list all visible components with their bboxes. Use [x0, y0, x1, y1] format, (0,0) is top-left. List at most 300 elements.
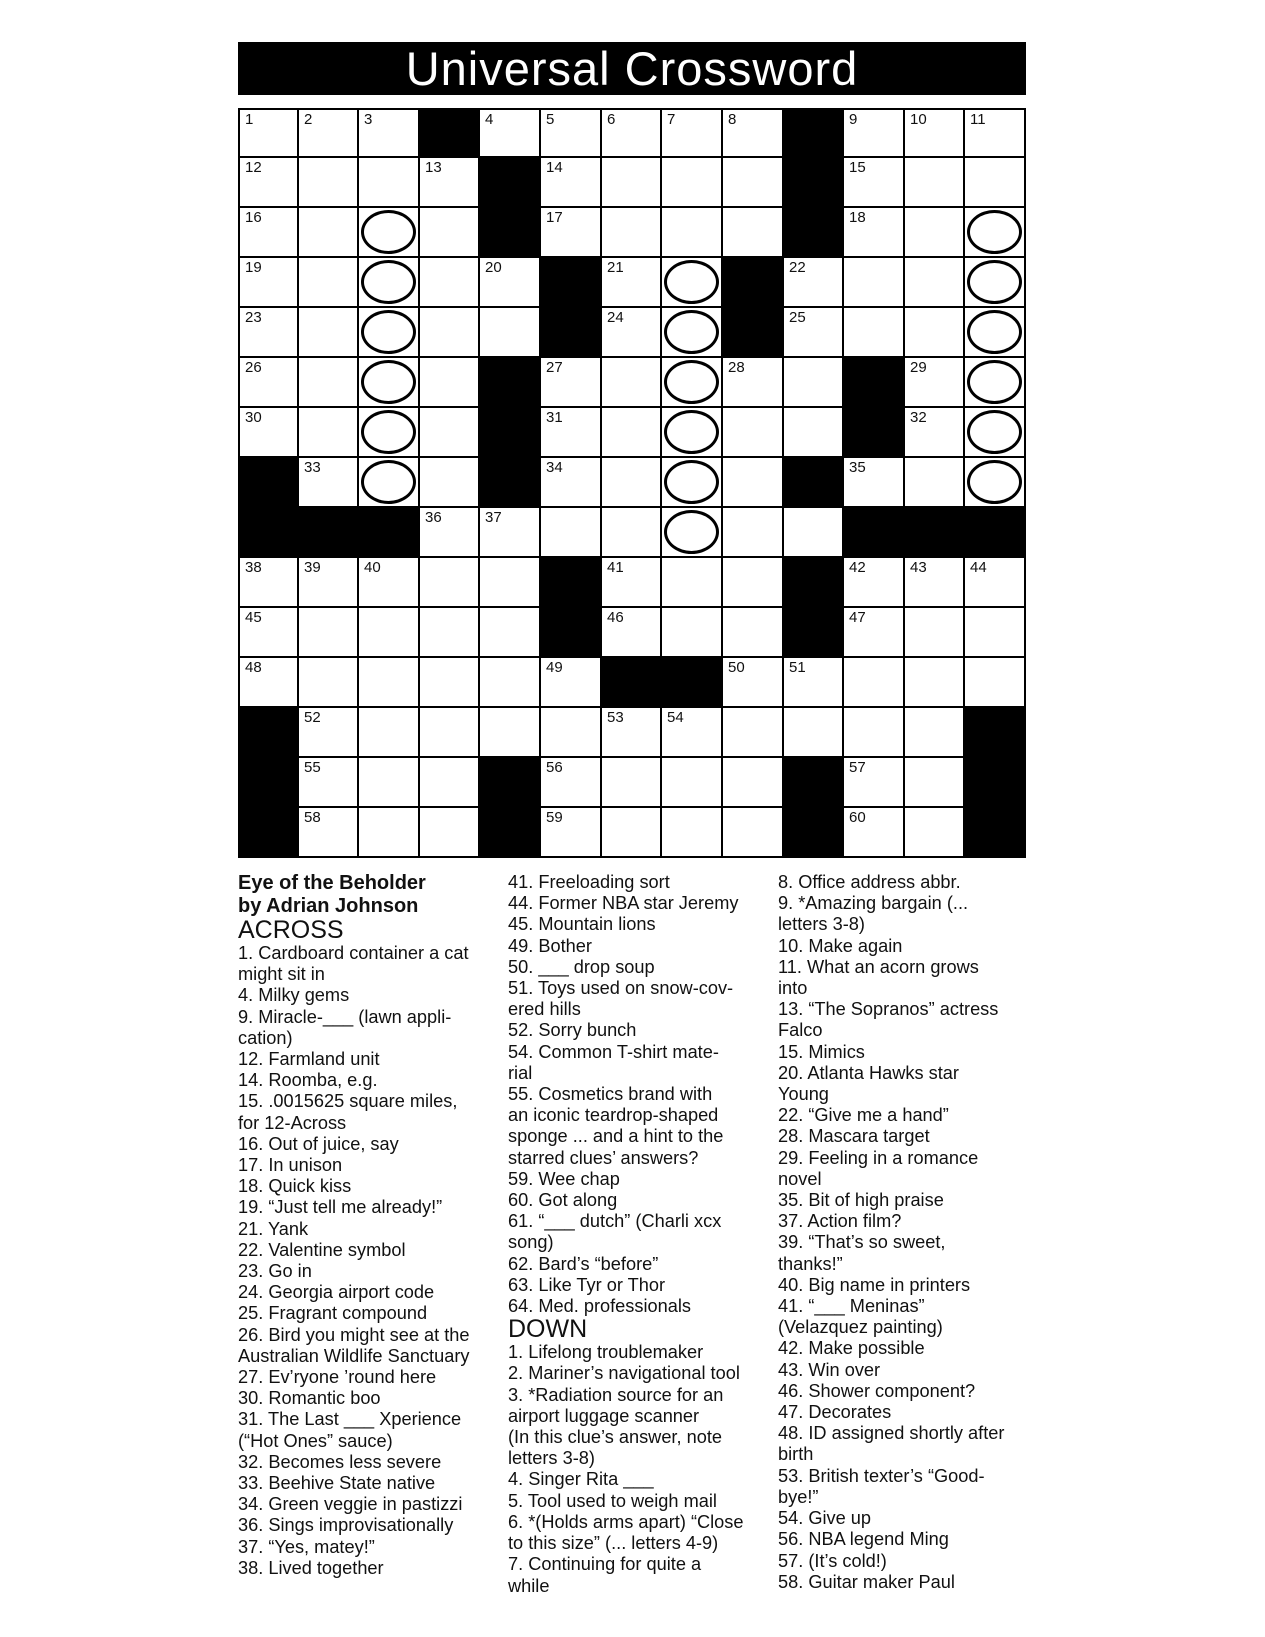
grid-block — [238, 808, 299, 858]
grid-cell[interactable] — [541, 658, 602, 708]
grid-cell[interactable] — [299, 258, 359, 308]
grid-cell[interactable] — [299, 358, 359, 408]
grid-cell[interactable] — [844, 558, 905, 608]
grid-cell[interactable] — [844, 808, 905, 858]
grid-cell[interactable] — [359, 308, 420, 358]
grid-cell[interactable] — [299, 808, 359, 858]
grid-block — [723, 258, 784, 308]
clue-line: thanks!” — [778, 1253, 843, 1274]
grid-cell[interactable] — [905, 558, 965, 608]
grid-cell[interactable] — [723, 708, 784, 758]
grid-cell[interactable] — [602, 558, 662, 608]
grid-cell[interactable] — [965, 558, 1026, 608]
grid-cell[interactable] — [420, 458, 480, 508]
clue-line: 54. Give up — [778, 1508, 872, 1529]
clue-column-1 — [238, 872, 490, 1579]
grid-cell[interactable] — [359, 558, 420, 608]
grid-cell[interactable] — [602, 408, 662, 458]
grid-block — [238, 758, 299, 808]
clue-line: 31. The Last ___ Xperience — [238, 1409, 462, 1430]
grid-block — [420, 108, 480, 158]
clue-line: 63. Like Tyr or Thor — [508, 1274, 666, 1295]
circle-marker — [664, 360, 719, 404]
clue-line: 15. Mimics — [778, 1041, 865, 1062]
byline: by Adrian Johnson — [238, 895, 419, 917]
cell-number: 8 — [728, 111, 737, 128]
cell-number: 35 — [849, 459, 866, 476]
grid-cell[interactable] — [905, 208, 965, 258]
grid-cell[interactable] — [299, 658, 359, 708]
grid-cell[interactable] — [480, 108, 541, 158]
clue-line: an iconic teardrop-shaped — [508, 1105, 719, 1126]
grid-block — [965, 708, 1026, 758]
grid-cell[interactable] — [662, 258, 723, 308]
grid-cell[interactable] — [965, 308, 1026, 358]
grid-cell[interactable] — [844, 208, 905, 258]
grid-cell[interactable] — [844, 258, 905, 308]
cell-number: 5 — [546, 111, 555, 128]
cell-number: 12 — [245, 159, 262, 176]
cell-number: 40 — [364, 559, 381, 576]
grid-cell[interactable] — [420, 808, 480, 858]
clue-line: 39. “That’s so sweet, — [778, 1232, 946, 1253]
grid-cell[interactable] — [844, 158, 905, 208]
grid-cell[interactable] — [905, 608, 965, 658]
clue-line: 15. .0015625 square miles, — [238, 1091, 458, 1112]
grid-cell[interactable] — [299, 458, 359, 508]
grid-cell[interactable] — [299, 558, 359, 608]
clue-line: 9. Miracle-___ (lawn appli- — [238, 1006, 452, 1027]
grid-cell[interactable] — [965, 108, 1026, 158]
grid-cell[interactable] — [541, 808, 602, 858]
cell-number: 45 — [245, 609, 262, 626]
cell-number: 51 — [789, 659, 806, 676]
grid-cell[interactable] — [480, 508, 541, 558]
grid-cell[interactable] — [359, 808, 420, 858]
cell-number: 60 — [849, 809, 866, 826]
grid-cell[interactable] — [420, 758, 480, 808]
grid-cell[interactable] — [541, 208, 602, 258]
circle-marker — [664, 410, 719, 454]
grid-cell[interactable] — [299, 108, 359, 158]
grid-cell[interactable] — [844, 758, 905, 808]
grid-cell[interactable] — [723, 108, 784, 158]
clue-line: 32. Becomes less severe — [238, 1451, 442, 1472]
grid-cell[interactable] — [662, 358, 723, 408]
clue-line: letters 3-8) — [778, 914, 865, 935]
cell-number: 28 — [728, 359, 745, 376]
grid-cell[interactable] — [359, 608, 420, 658]
clue-line: 37. Action film? — [778, 1211, 902, 1232]
grid-cell[interactable] — [359, 658, 420, 708]
clue-line: 40. Big name in printers — [778, 1274, 971, 1295]
across-heading: ACROSS — [238, 916, 344, 944]
grid-block — [541, 308, 602, 358]
circle-marker — [361, 310, 416, 354]
cell-number: 44 — [970, 559, 987, 576]
crossword-grid — [238, 108, 1026, 858]
cell-number: 23 — [245, 309, 262, 326]
cell-number: 32 — [910, 409, 927, 426]
grid-cell[interactable] — [480, 258, 541, 308]
grid-cell[interactable] — [359, 258, 420, 308]
grid-cell[interactable] — [662, 708, 723, 758]
grid-cell[interactable] — [420, 608, 480, 658]
grid-cell[interactable] — [359, 158, 420, 208]
grid-cell[interactable] — [602, 108, 662, 158]
clue-line: 30. Romantic boo — [238, 1388, 381, 1409]
grid-cell[interactable] — [299, 758, 359, 808]
grid-cell[interactable] — [723, 358, 784, 408]
grid-cell[interactable] — [602, 358, 662, 408]
clue-line: 25. Fragrant compound — [238, 1303, 428, 1324]
grid-cell[interactable] — [723, 608, 784, 658]
grid-cell[interactable] — [541, 108, 602, 158]
cell-number: 1 — [245, 111, 254, 128]
grid-cell[interactable] — [844, 708, 905, 758]
grid-block — [784, 558, 844, 608]
clue-line: 1. Lifelong troublemaker — [508, 1342, 704, 1363]
grid-cell[interactable] — [480, 658, 541, 708]
clue-line: 57. (It’s cold!) — [778, 1550, 887, 1571]
clue-line: 52. Sorry bunch — [508, 1020, 637, 1041]
grid-cell[interactable] — [299, 708, 359, 758]
grid-cell[interactable] — [723, 508, 784, 558]
grid-cell[interactable] — [723, 208, 784, 258]
grid-cell[interactable] — [238, 258, 299, 308]
grid-block — [965, 808, 1026, 858]
grid-cell[interactable] — [420, 258, 480, 308]
grid-cell[interactable] — [480, 308, 541, 358]
grid-cell[interactable] — [420, 308, 480, 358]
grid-cell[interactable] — [359, 758, 420, 808]
clue-line: ered hills — [508, 999, 581, 1020]
grid-cell[interactable] — [238, 158, 299, 208]
clue-line: sponge ... and a hint to the — [508, 1126, 724, 1147]
cell-number: 25 — [789, 309, 806, 326]
cell-number: 52 — [304, 709, 321, 726]
grid-cell[interactable] — [905, 258, 965, 308]
grid-block — [480, 158, 541, 208]
grid-cell[interactable] — [905, 308, 965, 358]
grid-cell[interactable] — [602, 308, 662, 358]
clue-line: 3. *Radiation source for an — [508, 1384, 724, 1405]
grid-cell[interactable] — [784, 508, 844, 558]
grid-cell[interactable] — [359, 208, 420, 258]
clue-line: 16. Out of juice, say — [238, 1133, 399, 1154]
cell-number: 18 — [849, 209, 866, 226]
clue-line: might sit in — [238, 964, 325, 985]
grid-cell[interactable] — [784, 408, 844, 458]
grid-cell[interactable] — [238, 208, 299, 258]
grid-cell[interactable] — [420, 708, 480, 758]
clue-line: 58. Guitar maker Paul — [778, 1571, 955, 1592]
grid-cell[interactable] — [965, 158, 1026, 208]
clue-line: 38. Lived together — [238, 1557, 384, 1578]
clue-line: cation) — [238, 1027, 293, 1048]
grid-cell[interactable] — [299, 208, 359, 258]
cell-number: 22 — [789, 259, 806, 276]
clue-line: 19. “Just tell me already!” — [238, 1197, 443, 1218]
clue-line: 12. Farmland unit — [238, 1049, 380, 1070]
clue-line: 1. Cardboard container a cat — [238, 943, 469, 963]
grid-cell[interactable] — [299, 308, 359, 358]
page-title: Universal Crossword — [238, 42, 1026, 95]
grid-cell[interactable] — [420, 208, 480, 258]
grid-cell[interactable] — [480, 608, 541, 658]
grid-cell[interactable] — [420, 408, 480, 458]
clue-line: Young — [778, 1084, 829, 1105]
circle-marker — [967, 410, 1022, 454]
grid-cell[interactable] — [359, 708, 420, 758]
grid-cell[interactable] — [965, 408, 1026, 458]
grid-cell[interactable] — [662, 208, 723, 258]
cell-number: 39 — [304, 559, 321, 576]
grid-block — [784, 208, 844, 258]
clue-line: 2. Mariner’s navigational tool — [508, 1363, 740, 1384]
grid-cell[interactable] — [541, 458, 602, 508]
grid-cell[interactable] — [238, 608, 299, 658]
grid-cell[interactable] — [723, 158, 784, 208]
clue-line: 6. *(Holds arms apart) “Close — [508, 1511, 744, 1532]
grid-block — [723, 308, 784, 358]
grid-cell[interactable] — [723, 458, 784, 508]
clue-line: letters 3-8) — [508, 1448, 595, 1469]
grid-block — [784, 108, 844, 158]
grid-cell[interactable] — [602, 258, 662, 308]
grid-cell[interactable] — [602, 508, 662, 558]
grid-cell[interactable] — [905, 408, 965, 458]
grid-cell[interactable] — [723, 558, 784, 608]
grid-cell[interactable] — [905, 708, 965, 758]
cell-number: 11 — [970, 111, 986, 128]
clue-line: (Velazquez painting) — [778, 1317, 943, 1338]
grid-cell[interactable] — [905, 758, 965, 808]
grid-cell[interactable] — [238, 358, 299, 408]
grid-cell[interactable] — [541, 408, 602, 458]
cell-number: 58 — [304, 809, 321, 826]
cell-number: 48 — [245, 659, 262, 676]
cell-number: 2 — [304, 111, 313, 128]
cell-number: 19 — [245, 259, 262, 276]
cell-number: 53 — [607, 709, 624, 726]
clue-line: 35. Bit of high praise — [778, 1190, 944, 1211]
grid-block — [238, 708, 299, 758]
grid-cell[interactable] — [723, 408, 784, 458]
grid-block — [238, 458, 299, 508]
clue-line: 53. British texter’s “Good- — [778, 1465, 985, 1486]
down-clues-part-1 — [508, 1342, 760, 1596]
grid-cell[interactable] — [602, 758, 662, 808]
clue-line: 64. Med. professionals — [508, 1296, 691, 1317]
grid-cell[interactable] — [965, 608, 1026, 658]
grid-cell[interactable] — [480, 708, 541, 758]
clue-line: 21. Yank — [238, 1218, 309, 1239]
grid-cell[interactable] — [359, 358, 420, 408]
grid-cell[interactable] — [662, 808, 723, 858]
grid-cell[interactable] — [420, 558, 480, 608]
circle-marker — [664, 510, 719, 554]
grid-cell[interactable] — [965, 358, 1026, 408]
grid-cell[interactable] — [480, 558, 541, 608]
grid-cell[interactable] — [965, 458, 1026, 508]
grid-cell[interactable] — [662, 408, 723, 458]
grid-block — [662, 658, 723, 708]
clue-line: birth — [778, 1444, 814, 1465]
grid-cell[interactable] — [662, 608, 723, 658]
grid-cell[interactable] — [420, 658, 480, 708]
cell-number: 43 — [910, 559, 927, 576]
grid-cell[interactable] — [784, 358, 844, 408]
grid-cell[interactable] — [541, 508, 602, 558]
clue-line: 4. Milky gems — [238, 985, 350, 1006]
grid-cell[interactable] — [784, 308, 844, 358]
clue-line: 7. Continuing for quite a — [508, 1554, 702, 1575]
grid-cell[interactable] — [905, 808, 965, 858]
grid-cell[interactable] — [662, 158, 723, 208]
cell-number: 4 — [485, 111, 494, 128]
circle-marker — [967, 310, 1022, 354]
cell-number: 57 — [849, 759, 866, 776]
grid-cell[interactable] — [662, 108, 723, 158]
grid-block — [844, 358, 905, 408]
clue-line: 41. Freeloading sort — [508, 872, 670, 892]
down-clues-part-2 — [778, 872, 1028, 1593]
grid-cell[interactable] — [602, 458, 662, 508]
circle-marker — [967, 460, 1022, 504]
grid-cell[interactable] — [784, 258, 844, 308]
clue-line: 10. Make again — [778, 935, 903, 956]
clue-line: 50. ___ drop soup — [508, 956, 655, 977]
grid-cell[interactable] — [844, 658, 905, 708]
grid-cell[interactable] — [359, 408, 420, 458]
grid-block — [541, 258, 602, 308]
grid-cell[interactable] — [844, 608, 905, 658]
grid-cell[interactable] — [541, 158, 602, 208]
grid-cell[interactable] — [359, 108, 420, 158]
grid-cell[interactable] — [541, 758, 602, 808]
grid-cell[interactable] — [602, 158, 662, 208]
cell-number: 26 — [245, 359, 262, 376]
grid-cell[interactable] — [541, 708, 602, 758]
grid-cell[interactable] — [602, 608, 662, 658]
across-clues-part-2 — [508, 872, 760, 1317]
clue-line: 14. Roomba, e.g. — [238, 1070, 378, 1091]
grid-block — [784, 458, 844, 508]
grid-cell[interactable] — [662, 508, 723, 558]
circle-marker — [664, 260, 719, 304]
cell-number: 54 — [667, 709, 684, 726]
grid-cell[interactable] — [784, 708, 844, 758]
grid-cell[interactable] — [238, 558, 299, 608]
cell-number: 34 — [546, 459, 563, 476]
clue-line: 48. ID assigned shortly after — [778, 1423, 1005, 1444]
clue-line: 18. Quick kiss — [238, 1176, 352, 1197]
grid-block — [784, 608, 844, 658]
grid-cell[interactable] — [420, 508, 480, 558]
grid-block — [299, 508, 359, 558]
grid-cell[interactable] — [965, 658, 1026, 708]
grid-cell[interactable] — [662, 308, 723, 358]
grid-cell[interactable] — [905, 158, 965, 208]
cell-number: 16 — [245, 209, 262, 226]
grid-cell[interactable] — [905, 358, 965, 408]
clue-line: into — [778, 978, 808, 999]
cell-number: 38 — [245, 559, 262, 576]
grid-cell[interactable] — [420, 158, 480, 208]
circle-marker — [664, 460, 719, 504]
grid-cell[interactable] — [662, 758, 723, 808]
circle-marker — [361, 410, 416, 454]
clue-line: (In this clue’s answer, note — [508, 1427, 722, 1448]
clue-line: 13. “The Sopranos” actress — [778, 999, 999, 1020]
clue-line: while — [508, 1575, 550, 1596]
grid-cell[interactable] — [723, 658, 784, 708]
grid-cell[interactable] — [602, 208, 662, 258]
clue-line: 49. Bother — [508, 935, 592, 956]
grid-block — [602, 658, 662, 708]
clue-line: 46. Shower component? — [778, 1380, 976, 1401]
clue-line: 22. “Give me a hand” — [778, 1105, 949, 1126]
grid-cell[interactable] — [965, 208, 1026, 258]
grid-cell[interactable] — [723, 808, 784, 858]
clue-line: 27. Ev’ryone ’round here — [238, 1367, 437, 1388]
grid-block — [784, 758, 844, 808]
cell-number: 21 — [607, 259, 624, 276]
grid-cell[interactable] — [905, 108, 965, 158]
grid-cell[interactable] — [238, 108, 299, 158]
cell-number: 36 — [425, 509, 442, 526]
grid-cell[interactable] — [420, 358, 480, 408]
grid-cell[interactable] — [238, 658, 299, 708]
grid-block — [480, 458, 541, 508]
clue-line: 37. “Yes, matey!” — [238, 1536, 375, 1557]
grid-cell[interactable] — [905, 458, 965, 508]
grid-cell[interactable] — [299, 608, 359, 658]
cell-number: 33 — [304, 459, 321, 476]
circle-marker — [361, 360, 416, 404]
grid-cell[interactable] — [905, 658, 965, 708]
cell-number: 59 — [546, 809, 563, 826]
grid-cell[interactable] — [238, 308, 299, 358]
cell-number: 46 — [607, 609, 624, 626]
clue-line: 34. Green veggie in pastizzi — [238, 1494, 463, 1515]
clue-line: 8. Office address abbr. — [778, 872, 961, 892]
grid-cell[interactable] — [723, 758, 784, 808]
grid-cell[interactable] — [541, 358, 602, 408]
grid-cell[interactable] — [238, 408, 299, 458]
grid-cell[interactable] — [784, 658, 844, 708]
grid-cell[interactable] — [662, 458, 723, 508]
grid-cell[interactable] — [965, 258, 1026, 308]
grid-cell[interactable] — [662, 558, 723, 608]
grid-block — [359, 508, 420, 558]
grid-cell[interactable] — [602, 808, 662, 858]
cell-number: 15 — [849, 159, 866, 176]
grid-cell[interactable] — [299, 158, 359, 208]
clue-line: 51. Toys used on snow-cov- — [508, 978, 734, 999]
circle-marker — [361, 210, 416, 254]
grid-cell[interactable] — [844, 108, 905, 158]
clue-line: 17. In unison — [238, 1155, 343, 1176]
grid-cell[interactable] — [844, 458, 905, 508]
grid-cell[interactable] — [602, 708, 662, 758]
clue-line: (“Hot Ones” sauce) — [238, 1430, 393, 1451]
grid-cell[interactable] — [844, 308, 905, 358]
clue-line: 62. Bard’s “before” — [508, 1253, 659, 1274]
grid-cell[interactable] — [299, 408, 359, 458]
grid-cell[interactable] — [359, 458, 420, 508]
